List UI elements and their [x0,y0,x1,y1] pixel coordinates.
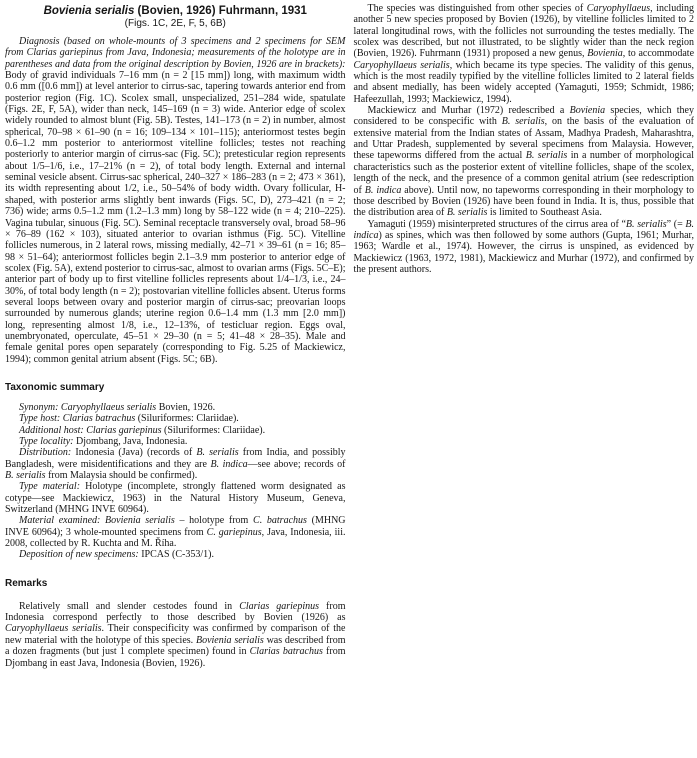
taxonomy-entry-type-locality: Type locality: Djombang, Java, Indonesia. [19,436,188,447]
right-paragraph-2: Mackiewicz and Murhar (1972) redescribed a Bovienia species, which they considered to be conspecific with B. serialis, on the basis of the evaluation of extensive material from the Indian states of Assam, Madhya Pradesh, Maharashtra, and Uttar Pradesh, supplemented by several specimens from Malaysia. However, these tapeworms differed from the actual B. serialis in a number of morphological characteristics such as the posterior extent of vitelline follicles, shape of the scolex, length of the neck, and the presence of a common genital atrium (see redescription of B. indica above). Until now, no tapeworms corresponding in their morphology to those described by Bovien (1926) have been found in India. It is, thus, possible that the distribution area of B. serialis is limited to Southeast Asia. [353,105,695,219]
section-heading-remarks: Remarks [5,577,48,589]
species-title: Bovienia serialis (Bovien, 1926) Fuhrmann, 1931 [43,5,307,17]
section-heading-taxonomic-summary: Taxonomic summary [5,381,105,393]
left-column [5,3,346,758]
taxonomy-entry-additional-host: Additional host: Clarias gariepinus (Siluriformes: Clariidae). [19,424,266,436]
remarks-paragraph: Relatively small and slender cestodes found in Clarias gariepinus from Indonesia correspond perfectly to those described by Bovien (1926) as Caryophyllaeus serialis. Their conspecificity was confirmed by comparison of the new material with the holotype of this species. Bovienia serialis was described from a dozen fragments (but just 1 complete specimen) found in Clarias batrachus from Djombang in east Java, Indonesia (Bovien, 1926). [5,600,346,669]
taxonomy-entry-material-examined: Material examined: Bovienia serialis – holotype from C. batrachus (MHNG INVE 60964); 3 whole-mounted specimens from C. gariepinus, Java, Indonesia, iii. 2008, collected by R. Kuchta and M. Říha. [5,515,346,550]
figures-reference: (Figs. 1C, 2E, F, 5, 6B) [124,18,226,29]
right-column [354,3,695,758]
diagnosis-paragraph: Diagnosis (based on whole-mounts of 3 specimens and 2 specimens for SEM from Clarias gariepinus from Java, Indonesia; measurements of the holotype are in parentheses and data from the original description by Bovien, 1926 are in brackets): Body of gravid individuals 7–16 mm (n = 2 [15 mm]) long, with maximum width 0.6 mm ([0.6 mm]) at level anterior to cirrus-sac, tapering towards anterior end from posterior region (Fig. 1C). Scolex small, unspecialized, 251–284 wide, spatulate (Figs. 2E, F, 5A), wider than neck, 145–169 (n = 3) wide. Anterior edge of scolex widely rounded to almost blunt (Fig. 5B). Testes, 141–173 (n = 2) in number, almost spherical, 70–98 × 61–90 (n = 16; 109–134 × 101–115); anteriormost testes begin 0.6–1.2 mm posterior to anteriormost vitelline follicles; testes not reaching posteriorly to anterior margin of cirrus-sac (Fig. 5C); pretesticular region represents about 1/5–1/6, i.e., 17–21% (n = 2), of total body length. External and internal seminal vesicle absent. Cirrus-sac spherical, 240–327 × 186–283 (n = 2; 473 × 361), its width representing about 1/2, i.e., 50–54% of body width. Ovary follicular, H-shaped, with posterior arms slightly bent inwards (Figs. 5C, D), 273–421 (n = 2; 736) wide; arms 0.5–1.2 mm (1.2–1.3 mm) long by 58–122 wide (n = 4; 210–225). Vagina tubular, sinuous (Fig. 5C). Seminal receptacle transversely oval, broad 58–96 × 76–89 (162 × 103), situated anterior to ovarian isthmus (Fig. 5C). Vitelline follicles numerous, in 2 lateral rows, missing medially, 42–71 × 39–61 (n = 16; 85–98 × 51–64); anteriormost follicles begin 2.1–3.9 mm posterior to anterior edge of scolex (Fig. 5A), extend posterior to cirrus-sac, almost to ovarian arms (Figs. 5C–E); anterior part of body up to first vitelline follicles represents about 1/4–1/3, i.e., 24–30%, of total body length (n = 2); postovarian vitelline follicles absent. Uterus forms several loops between ovary and posterior margin of cirrus-sac; preovarian loops surrounded by numerous glands; uterine region 0.6–1.4 mm (1.3 mm [2.0 mm]) long, representing almost 1/8, i.e., 12–13%, of testicluar region. Eggs oval, unembryonated, operculate, 45–51 × 29–30 (n = 5; 41–48 × 28–35). Male and female genital pores open separately (corresponding to Fig. 5.25 of Mackiewicz, 1994); common genital atrium absent (Figs. 5C; 6B). [5,36,346,365]
right-paragraph-1: The species was distinguished from other species of Caryophyllaeus, including another 5 new species proposed by Bovien (1926), by vitelline follicles limited to 2 lateral longitudinal rows, with the follicles not surrounding the testes medially. The scolex was described, but not illustrated, to be slightly wider than the neck region (Bovien, 1926). Fuhrmann (1931) proposed a new genus, Bovienia, to accommodate Caryophyllaeus serialis, which became its type species. The validity of this genus, which is the most readily typified by the vitelline follicles limited to 2 lateral fields and absent medially, has been widely accepted (Yamaguti, 1959; Schmidt, 1986; Hafeezullah, 1993; Mackiewicz, 1994). [353,3,695,105]
taxonomy-entry-type-material: Type material: Holotype (incomplete, strongly flattened worm designated as cotype—see Mackiewicz, 1963) in the Natural History Museum, Geneva, Switzerland (MHNG INVE 60964). [5,481,346,516]
taxonomy-entry-deposition: Deposition of new specimens: IPCAS (C-353/1). [19,549,214,561]
taxonomy-entry-synonym: Synonym: Caryophyllaeus serialis Bovien, 1926. [19,401,216,413]
right-paragraph-3: Yamaguti (1959) misinterpreted structures of the cirrus area of “B. serialis” (= B. indica) as spines, which was then followed by some authors (Gupta, 1961; Murhar, 1963; Wardle et al., 1974). However, the cirrus is unspined, as evidenced by Mackiewicz (1963, 1972, 1981), Mackiewicz and Murhar (1972), and confirmed by the present authors. [353,218,694,275]
taxonomy-entry-distribution: Distribution: Indonesia (Java) (records of B. serialis from India, and possibly Bangladesh, were misidentifications and they are B. indica—see above; records of B. serialis from Malaysia should be confirmed). [5,447,346,482]
taxonomy-entry-type-host: Type host: Clarias batrachus (Siluriformes: Clariidae). [19,413,239,425]
